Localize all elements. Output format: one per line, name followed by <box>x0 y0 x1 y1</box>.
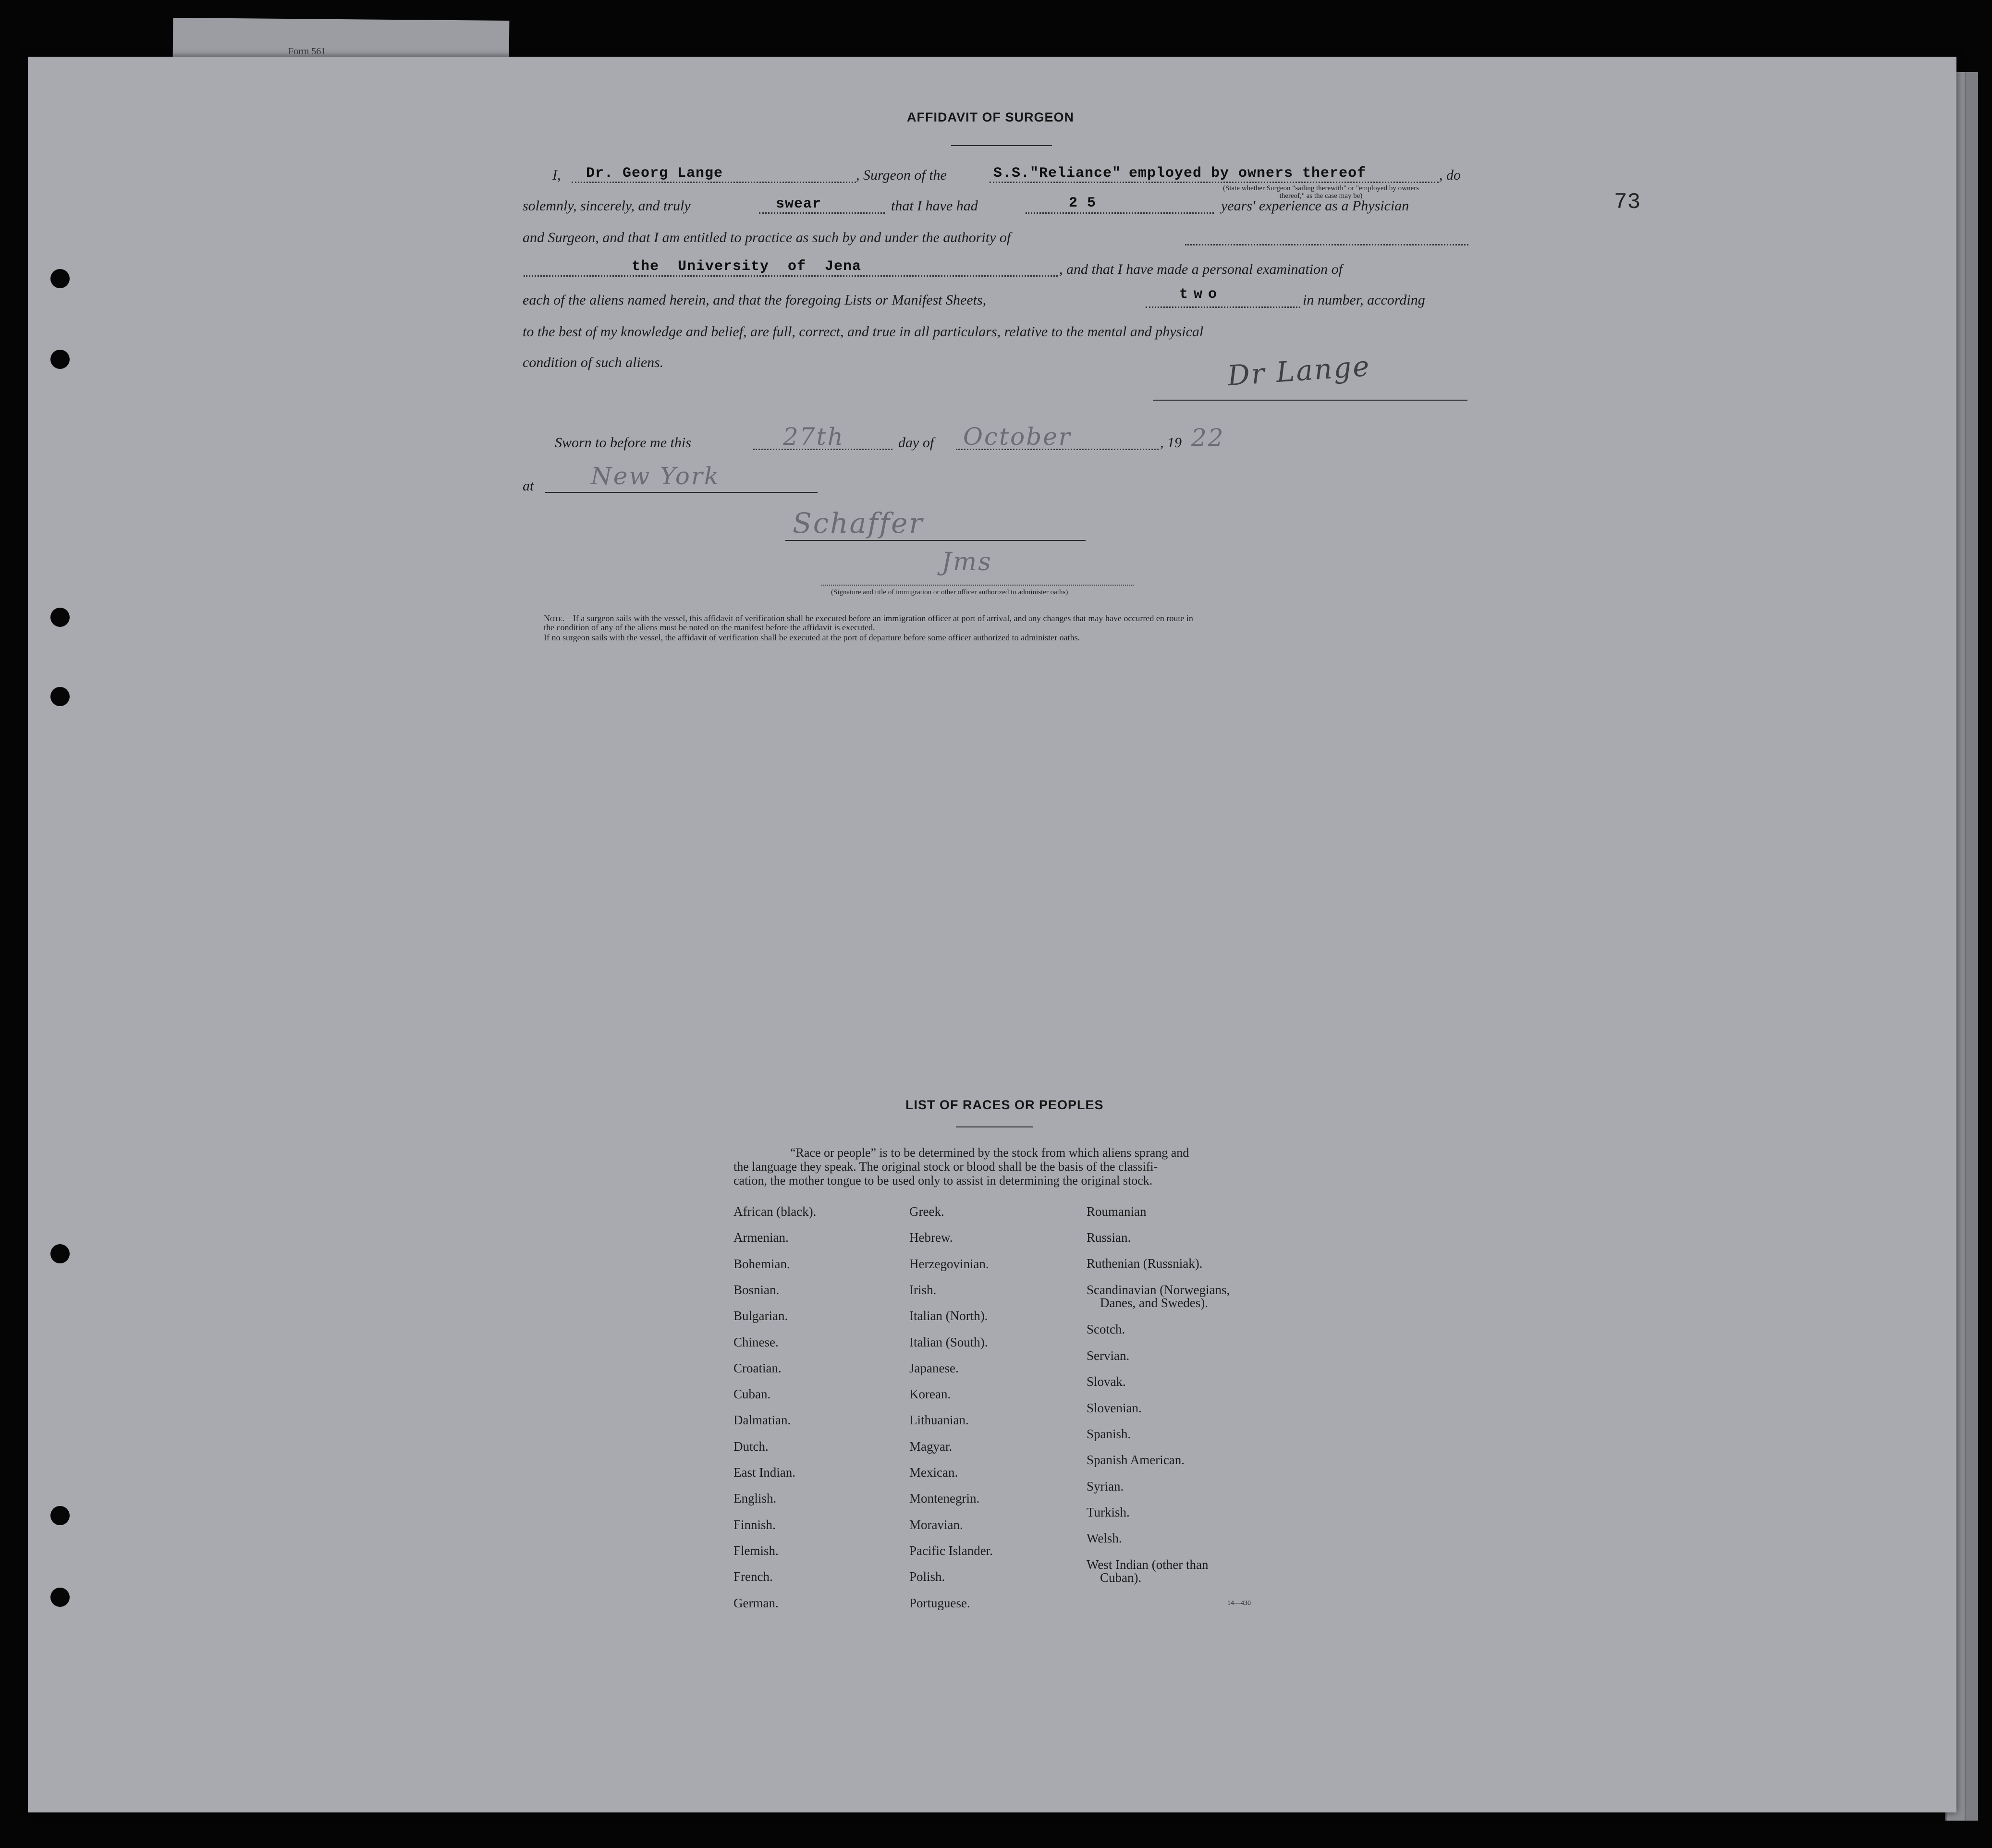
officer-initials: Jms <box>941 548 992 576</box>
ship-name: S.S."Reliance" <box>993 165 1122 182</box>
race-entry: Magyar. <box>909 1439 953 1454</box>
affidavit-line3: and Surgeon, and that I am entitled to practice as such by and under the authority of <box>523 230 1011 245</box>
races-intro2: the language they speak. The original stock or blood shall be the basis of the classifi- <box>733 1160 1158 1174</box>
race-entry: Armenian. <box>733 1230 789 1245</box>
officer-signature: Schaffer <box>793 507 924 539</box>
race-entry: Scotch. <box>1087 1322 1125 1336</box>
race-entry: Servian. <box>1087 1348 1130 1363</box>
race-entry: Montenegrin. <box>909 1491 980 1506</box>
race-entry: Polish. <box>909 1569 945 1584</box>
race-entry: Japanese. <box>909 1360 959 1375</box>
signature-line <box>1153 400 1467 401</box>
licensing-authority: the University of Jena <box>632 258 862 275</box>
race-entry: Chinese. <box>733 1334 779 1349</box>
sworn-day-of: day of <box>898 435 934 451</box>
race-entry: Irish. <box>909 1282 937 1297</box>
race-entry: Spanish. <box>1087 1427 1131 1441</box>
race-entry: Bosnian. <box>733 1282 780 1297</box>
title-underline <box>951 145 1052 146</box>
sheet-count: two <box>1179 286 1223 303</box>
affidavit-line4-suffix: , and that I have made a personal examination of <box>1059 261 1343 277</box>
race-entry: Bulgarian. <box>733 1309 788 1323</box>
race-entry: Dalmatian. <box>733 1413 791 1428</box>
race-entry: Hebrew. <box>909 1230 953 1245</box>
note-line3: If no surgeon sails with the vessel, the affidavit of verification shall be executed at the port of departure before some officer authorized to administer oaths. <box>544 633 1080 642</box>
affidavit-line1-mid: , Surgeon of the <box>856 167 947 183</box>
officer-line <box>785 540 1086 541</box>
race-entry: Flemish. <box>733 1543 779 1558</box>
fill-line <box>572 182 856 183</box>
form-number: Form 561 <box>288 46 326 57</box>
race-entry: Greek. <box>909 1204 944 1219</box>
race-entry: Syrian. <box>1087 1479 1124 1493</box>
binder-hole <box>50 687 70 706</box>
race-entry: Cuban. <box>733 1387 771 1402</box>
race-entry: Cuban). <box>1100 1570 1142 1585</box>
binder-hole <box>50 1588 70 1607</box>
years-experience: 2 5 <box>1069 195 1097 211</box>
race-entry: Roumanian <box>1087 1204 1147 1219</box>
note-text1: —If a surgeon sails with the vessel, this affidavit of verification shall be executed before an immigration officer at port of arrival, and any changes that may have occurred en route in <box>564 613 1193 623</box>
note-line1 <box>544 614 1193 623</box>
fill-line <box>1146 306 1300 308</box>
affidavit-line6: to the best of my knowledge and belief, are full, correct, and true in all particulars, relative to the mental and physical <box>523 324 1204 340</box>
race-entry: Scandinavian (Norwegians, <box>1087 1283 1230 1297</box>
note-lead: Note. <box>544 613 564 623</box>
race-entry: Pacific Islander. <box>909 1543 993 1558</box>
race-entry: English. <box>733 1491 777 1506</box>
note-line2: the condition of any of the aliens must be noted on the manifest before the affidavit is executed. <box>544 623 875 632</box>
affidavit-line5-suffix: in number, according <box>1303 292 1425 308</box>
races-intro1: “Race or people” is to be determined by the stock from which aliens sprang and <box>790 1146 1189 1160</box>
fill-line <box>524 275 1058 277</box>
race-entry: Korean. <box>909 1387 951 1402</box>
race-entry: West Indian (other than <box>1087 1557 1209 1572</box>
sworn-month: October <box>963 423 1072 451</box>
affidavit-line2-mid: that I have had <box>891 198 978 214</box>
race-entry: Finnish. <box>733 1517 776 1532</box>
sworn-at: at <box>523 478 534 494</box>
fill-line <box>1185 244 1468 245</box>
race-entry: Ruthenian (Russniak). <box>1087 1256 1203 1271</box>
employment-note: (State whether Surgeon "sailing therewith" or "employed by owners thereof," as the case may be) <box>1222 184 1419 200</box>
sworn-prefix: Sworn to before me this <box>555 435 691 451</box>
affidavit-line2-prefix: solemnly, sincerely, and truly <box>523 198 691 214</box>
binder-hole <box>50 350 70 369</box>
races-title-underline <box>956 1126 1033 1127</box>
oath-word: swear <box>776 196 822 212</box>
race-entry: Bohemian. <box>733 1256 790 1271</box>
surgeon-signature: Dr Lange <box>1226 349 1372 392</box>
affidavit-line1-suffix: , do <box>1439 167 1461 183</box>
fill-line <box>990 182 1439 183</box>
affidavit-title: AFFIDAVIT OF SURGEON <box>907 110 1074 124</box>
race-entry: Moravian. <box>909 1517 963 1532</box>
officer-caption: (Signature and title of immigration or other officer authorized to administer oaths) <box>831 588 1068 596</box>
affidavit-line1-prefix: I, <box>552 167 561 183</box>
race-entry: Herzegovinian. <box>909 1256 989 1271</box>
sworn-year-prefix: , 19 <box>1160 435 1182 451</box>
races-intro3: cation, the mother tongue to be used only to assist in determining the original stock. <box>733 1174 1153 1187</box>
races-title: LIST OF RACES OR PEOPLES <box>905 1098 1104 1112</box>
race-entry: Lithuanian. <box>909 1413 969 1428</box>
race-entry: German. <box>733 1595 779 1610</box>
race-entry: French. <box>733 1569 773 1584</box>
race-entry: Portuguese. <box>909 1595 970 1610</box>
race-entry: Slovenian. <box>1087 1401 1142 1415</box>
race-entry: Dutch. <box>733 1439 769 1454</box>
sworn-day: 27th <box>783 423 844 451</box>
affidavit-line2-suffix: years' experience as a Physician <box>1221 198 1409 214</box>
race-entry: African (black). <box>733 1204 817 1219</box>
affidavit-line5-prefix: each of the aliens named herein, and that the foregoing Lists or Manifest Sheets, <box>523 292 987 308</box>
race-entry: Slovak. <box>1087 1374 1126 1389</box>
race-entry: Italian (South). <box>909 1334 988 1349</box>
print-code: 14—430 <box>1227 1600 1251 1607</box>
sworn-year: 22 <box>1191 424 1225 452</box>
race-entry: Turkish. <box>1087 1505 1130 1519</box>
race-entry: Spanish American. <box>1087 1453 1185 1467</box>
page-number: 73 <box>1614 190 1641 215</box>
race-entry: Mexican. <box>909 1465 958 1480</box>
surgeon-name: Dr. Georg Lange <box>586 165 723 182</box>
page-edge-stack-back <box>1965 72 1978 1821</box>
binder-hole <box>50 269 70 288</box>
race-entry: Welsh. <box>1087 1531 1122 1545</box>
race-entry: East Indian. <box>733 1465 795 1480</box>
race-entry: Croatian. <box>733 1360 782 1375</box>
fill-line <box>759 212 885 214</box>
binder-hole <box>50 608 70 627</box>
binder-hole <box>50 1244 70 1263</box>
officer-caption-line <box>821 585 1134 586</box>
race-entry: Danes, and Swedes). <box>1100 1296 1208 1310</box>
sworn-place: New York <box>591 462 720 490</box>
fill-line <box>1026 212 1214 214</box>
race-entry: Italian (North). <box>909 1309 988 1323</box>
race-entry: Russian. <box>1087 1230 1131 1245</box>
place-line <box>545 492 818 493</box>
binder-hole <box>50 1506 70 1525</box>
affidavit-line7: condition of such aliens. <box>523 355 664 370</box>
employment: employed by owners thereof <box>1129 165 1367 182</box>
